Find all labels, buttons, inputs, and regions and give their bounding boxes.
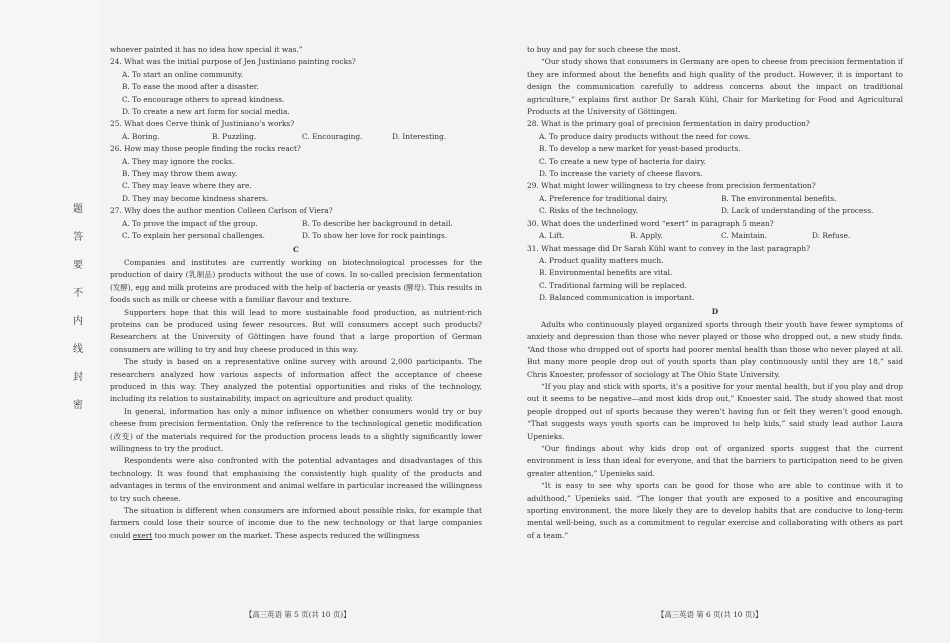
question-line: 25. What does Cerve think of Justiniano’s works? bbox=[110, 119, 295, 129]
question-line: 27. Why does the author mention Colleen Carlson of Viera? bbox=[110, 206, 333, 216]
option-line: A. To start an online community. bbox=[122, 69, 244, 79]
seal-char: 密 bbox=[73, 400, 83, 411]
seal-char: 要 bbox=[73, 260, 83, 271]
option: C. Risks of the technology. bbox=[539, 206, 638, 216]
option-line: B. Environmental benefits are vital. bbox=[539, 268, 673, 278]
passage-paragraph: “Our study shows that consumers in Germany are open to cheese from precision fermentation if they are informed about the benefits and high quality of the product. However, it is important to design the communication carefully to address concerns about the impact on traditional agriculture,” explains first author Dr Sarah Kühl, Chair for Marketing for Food and Agricultural Products at the University of Göttingen. bbox=[527, 57, 903, 117]
seal-char: 题 bbox=[73, 204, 83, 215]
question-line: 31. What message did Dr Sarah Kühl want to convey in the last paragraph? bbox=[527, 243, 811, 253]
passage-paragraph: In general, information has only a minor influence on whether consumers would try or buy cheese from precision fermentation. Only the reference to the technological genetic modification (改变) of the materials required for the production process leads to a slightly significantly lower willingness to try the product. bbox=[110, 406, 482, 453]
q30-options bbox=[527, 230, 903, 242]
right-page-footer: 【高三英语 第 6 页(共 10 页)】 bbox=[657, 610, 763, 619]
option: A. Boring. bbox=[122, 131, 160, 141]
option-line: C. They may leave where they are. bbox=[122, 181, 252, 191]
left-page-column bbox=[110, 44, 482, 542]
passage-paragraph: Companies and institutes are currently working on biotechnological processes for the production of dairy (乳制品) products without the use of cows. In so-called precision fermentation (发酵), egg and milk proteins are produced with the help of bacteria or yeasts (酵母). This results in foods such as milk or cheese with a familiar flavour and texture. bbox=[110, 257, 482, 305]
option-line: C. To create a new type of bacteria for dairy. bbox=[539, 156, 707, 166]
seal-char: 封 bbox=[73, 372, 83, 383]
section-heading-d: D bbox=[711, 306, 719, 316]
passage-paragraph: Supporters hope that this will lead to more sustainable food production, as nutrient-rich proteins can be produced using fewer resources. But will consumers accept such products? Researchers at the University of Göttingen have found that a large proportion of German consumers are willing to try and buy cheese produced in this way. bbox=[110, 307, 482, 354]
q29-options-row1 bbox=[527, 193, 903, 205]
q27-options-row1 bbox=[110, 218, 482, 230]
option: C. Maintain. bbox=[721, 231, 768, 241]
text-line: to buy and pay for such cheese the most. bbox=[527, 45, 681, 54]
text-run: too much power on the market. These aspects reduced the willingness bbox=[152, 530, 420, 540]
option: A. Preference for traditional dairy. bbox=[539, 193, 668, 203]
passage-paragraph: Respondents were also confronted with the potential advantages and disadvantages of this technology. It was found that emphasising the consistently high quality of the products and advantages in terms of the environment and animal welfare in particular increased the willingness to try such cheese. bbox=[110, 456, 482, 503]
passage-paragraph: Adults who continuously played organized sports through their youth have fewer symptoms of anxiety and depression than those who never played or those who dropped out, a new study finds. “And those who dropped out of sports had poorer mental health than those who never played at all. But many more people drop out of youth sports than play continuously until they are 18,” said Chris Knoester, professor of sociology at The Ohio State University. bbox=[527, 319, 903, 379]
option-line: B. To develop a new market for yeast-based products. bbox=[539, 144, 741, 154]
seal-line-text bbox=[70, 205, 86, 411]
option: D. Interesting. bbox=[392, 131, 447, 141]
q27-options-row2 bbox=[110, 230, 482, 242]
left-page-footer: 【高三英语 第 5 页(共 10 页)】 bbox=[245, 610, 351, 619]
q29-options-row2 bbox=[527, 205, 903, 217]
passage-paragraph: The study is based on a representative online survey with around 2,000 participants. The researchers analyzed how various aspects of information affect the acceptance of cheese produced in this way. They analyzed the potential opportunities and risks of the technology, including its relation to sustainability, impact on agriculture and product quality. bbox=[110, 357, 482, 404]
option: D. Lack of understanding of the process. bbox=[721, 206, 874, 216]
option: B. Apply. bbox=[630, 231, 663, 241]
option-line: D. To increase the variety of cheese flavors. bbox=[539, 169, 703, 179]
question-line: 26. How may those people finding the rocks react? bbox=[110, 144, 301, 154]
option: D. To show her love for rock paintings. bbox=[302, 231, 448, 241]
passage-paragraph: “It is easy to see why sports can be good for those who are able to continue with it to adulthood,” Upenieks said. “The longer that youth are exposed to a positive and encouraging sporting environment, the more likely they are to develop habits that are conducive to long-term mental well-being, such as a commitment to regular exercise and collaborating with others as part of a team.” bbox=[527, 481, 903, 540]
passage-paragraph-last bbox=[110, 505, 482, 542]
option-line: B. They may throw them away. bbox=[122, 169, 238, 179]
option: B. The environmental benefits. bbox=[721, 193, 837, 203]
option-line: A. Product quality matters much. bbox=[539, 255, 664, 265]
option-line: D. Balanced communication is important. bbox=[539, 293, 695, 303]
option: C. To explain her personal challenges. bbox=[122, 231, 265, 241]
option-line: C. To encourage others to spread kindness. bbox=[122, 94, 285, 104]
option: B. Puzzling. bbox=[212, 131, 257, 141]
option-line: D. They may become kindness sharers. bbox=[122, 193, 269, 203]
text-run: The situation is different when consumers are informed about possible risks, for example that farmers could lose their source of income due to the new technology or that large companies could bbox=[110, 506, 482, 540]
option-line: A. To produce dairy products without the need for cows. bbox=[539, 131, 751, 141]
passage-paragraph: “If you play and stick with sports, it’s a positive for your mental health, but if you play and drop out it seems to be negative—and most kids drop out,” Knoester said. The study showed that most people dropped out of sports because they weren’t having fun or felt they weren’t good enough. “That suggests ways youth sports can be improved to help kids,” said study lead author Laura Upenieks. bbox=[527, 381, 903, 441]
option-line: D. To create a new art form for social media. bbox=[122, 107, 290, 117]
option-line: A. They may ignore the rocks. bbox=[122, 156, 235, 166]
option: A. Lift. bbox=[539, 231, 565, 241]
question-30: 30. What does the underlined word “exert” in paragraph 5 mean? bbox=[527, 218, 774, 228]
question-line: whoever painted it has no idea how special it was.” bbox=[110, 45, 303, 54]
option: B. To describe her background in detail. bbox=[302, 218, 453, 228]
option: D. Refuse. bbox=[812, 231, 851, 241]
underlined-word: exert bbox=[132, 530, 153, 540]
binding-margin bbox=[0, 0, 98, 643]
seal-char: 答 bbox=[73, 232, 83, 243]
question-line: 29. What might lower willingness to try cheese from precision fermentation? bbox=[527, 181, 816, 191]
seal-char: 不 bbox=[73, 288, 83, 299]
question-line: 24. What was the initial purpose of Jen Justiniano painting rocks? bbox=[110, 57, 356, 67]
option: C. Encouraging. bbox=[302, 131, 363, 141]
passage-paragraph: “Our findings about why kids drop out of organized sports suggest that the current environment is less than ideal for everyone, and that the barriers to participation need to be given greater attention,” Upenieks said. bbox=[527, 444, 903, 478]
right-page-column bbox=[527, 44, 903, 542]
option-line: B. To ease the mood after a disaster. bbox=[122, 82, 259, 92]
seal-char: 内 bbox=[73, 316, 83, 327]
section-heading-c: C bbox=[293, 244, 299, 254]
question-line: 28. What is the primary goal of precision fermentation in dairy production? bbox=[527, 119, 810, 129]
option-line: C. Traditional farming will be replaced. bbox=[539, 280, 687, 290]
option: A. To prove the impact of the group. bbox=[122, 218, 258, 228]
q25-options bbox=[110, 131, 482, 143]
seal-char: 线 bbox=[73, 344, 83, 355]
